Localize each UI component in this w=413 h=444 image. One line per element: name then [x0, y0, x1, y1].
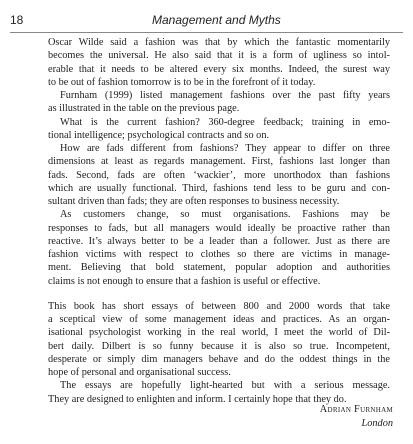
text-line: fads. Second, fads are often ‘wackier’, more unorthodox than fashions — [48, 169, 390, 181]
text-line: bert daily. Dilbert is so funny because it is also so true. Incompetent, — [48, 340, 390, 352]
running-title: Management and Myths — [152, 13, 281, 27]
text-line: dimensions at least as regards management. First, fashions last longer than — [48, 156, 390, 168]
body-text — [48, 36, 390, 406]
author-place: London — [361, 418, 393, 429]
author-signature — [320, 403, 393, 431]
text-line: erable that it needs to be altered every six months. Indeed, the surest way — [48, 63, 390, 75]
text-line: Furnham (1999) listed management fashions over the past fifty years — [60, 90, 390, 101]
text-line: desperate or simply dim managers behave and do the oddest things in the — [48, 353, 390, 365]
paragraph-furnham-1999 — [48, 89, 390, 116]
text-line: This book has short essays of between 800 and 2000 words that take — [48, 300, 390, 312]
page-number: 18 — [10, 13, 24, 27]
text-line: claims is not enough to ensure that a fashion is useful or effective. — [48, 275, 321, 287]
section-gap — [48, 288, 390, 300]
text-line: hope of personal and organisational success. — [48, 367, 231, 378]
text-line: sultant driven than fads; they are often responses to business necessity. — [48, 196, 340, 207]
text-line: Oscar Wilde said a fashion was that by which the fantastic momentarily — [48, 37, 390, 48]
text-line: How are fads different from fashions? They appear to differ on three — [60, 143, 390, 154]
text-line: They are designed to enlighten and inform. I certainly hope that they do. — [48, 393, 347, 405]
text-line: a sceptical view of some management ideas and practices. As an organ- — [48, 314, 390, 325]
running-head — [10, 13, 403, 31]
author-name: Adrian Furnham — [319, 404, 393, 415]
paragraph-this-book — [48, 300, 390, 380]
paragraph-essays-hopefully — [48, 379, 390, 406]
text-line: The essays are hopefully light-hearted but with a serious message. — [60, 380, 390, 392]
paragraph-fads-vs-fashions — [48, 142, 390, 208]
text-line: becomes the universal. He also said that it is a form of ugliness so intol- — [48, 50, 390, 62]
text-line: What is the current fashion? 360-degree feedback; training in emo- — [60, 116, 390, 128]
text-line: to be out of fashion tomorrow is to be in the forefront of it today. — [48, 76, 316, 88]
header-rule — [10, 32, 403, 33]
text-line: reactive. It’s always better to be a leader than a follower. Just as there are — [48, 235, 390, 247]
paragraph-oscar-wilde — [48, 36, 390, 89]
text-line: As customers change, so must organisations. Fashions may be — [60, 209, 390, 221]
paragraph-current-fashion — [48, 116, 390, 143]
text-line: ment. Believing that bold statement, popular adoption and authorities — [48, 262, 390, 274]
paragraph-customers-change — [48, 208, 390, 288]
text-line: which are usually functional. Third, fashions tend less to be guru and con- — [48, 182, 390, 194]
text-line: responses to fads, but all managers would ideally be proactive rather than — [48, 222, 390, 234]
text-line: fashion victims with respect to clothes so there are victims in manage- — [48, 249, 390, 260]
text-line: tional intelligence; psychological contracts and so on. — [48, 129, 270, 141]
text-line: isational psychologist working in the real world, I meet the world of Dil- — [48, 327, 390, 339]
text-line: as illustrated in the table on the previous page. — [48, 103, 240, 115]
